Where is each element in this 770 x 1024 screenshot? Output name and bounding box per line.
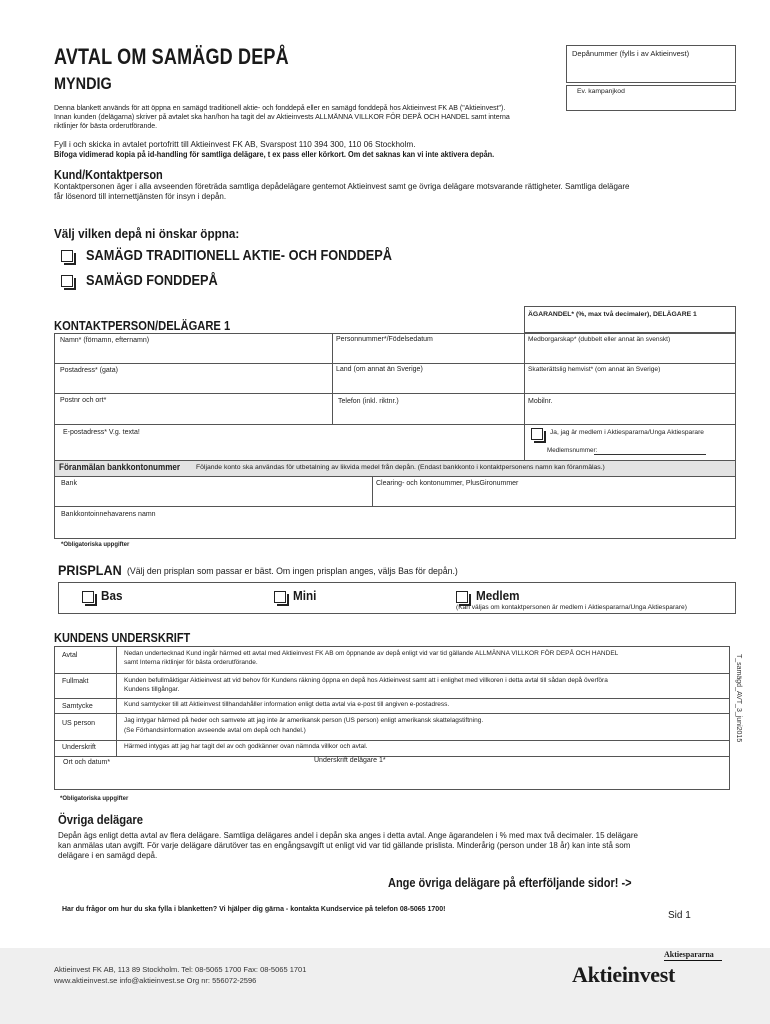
customer-heading: Kund/Kontaktperson	[54, 168, 163, 182]
row-text-us-person-2: (Se Förhandsinformation avseende avtal om depå och handel.)	[124, 727, 306, 734]
footer-address: Aktieinvest FK AB, 113 89 Stockholm. Tel: 08-5065 1700 Fax: 08-5065 1701	[54, 965, 307, 974]
others-text-1: Depån ägs enligt detta avtal av flera delägare. Samtliga delägares andel i depån ska anges i detta avtal. Ange ägarandelen i % med max två decimaler. 15 delägare	[58, 831, 638, 840]
row-text-samtycke: Kund samtycker till att Aktieinvest tillhandahåller information enligt detta avtal via e-post till angiven e-postadress.	[124, 701, 450, 708]
tax-residence-label: Skatterättslig hemvist* (om annat än Sverige)	[528, 366, 661, 373]
required-note-contact: *Obligatoriska uppgifter	[61, 542, 130, 548]
signature-field[interactable]	[306, 757, 729, 789]
bank-text: Följande konto ska användas för utbetalning av likvida medel från depån. (Endast bankkonto i kontaktpersonens namn kan föranmälas.)	[196, 464, 605, 471]
campaign-code-label: Ev. kampanjkod	[577, 88, 625, 95]
ownership-share-field[interactable]	[524, 306, 736, 333]
postcode-label: Postnr och ort*	[60, 397, 107, 404]
next-page-note: Ange övriga delägare på efterföljande sidor! ->	[388, 876, 632, 890]
place-date-field[interactable]	[55, 757, 305, 789]
customer-text-1: Kontaktpersonen äger i alla avseenden företräda samtliga depådelägare gentemot Aktieinvest samt ge övriga delägare motsvarande rättigheter. Samtliga delägare	[54, 182, 630, 191]
checkbox-medlem[interactable]	[456, 591, 468, 603]
side-form-code: T_samägd_AVT_3_juni2015	[735, 654, 742, 743]
page-subtitle: MYNDIG	[54, 74, 112, 93]
row-text-avtal-2: samt Interna riktlinjer för bästa orderutförande.	[124, 659, 258, 666]
intro-line-1: Denna blankett används för att öppna en samägd traditionell aktie- och fonddepå eller en samägd fonddepå hos Aktieinvest FK AB ("Aktieinvest").	[54, 105, 506, 112]
member-number-label: Medlemsnummer:	[547, 447, 598, 454]
others-text-2: kan anmälas utan avgift. För varje delägare därutöver tas en engångsavgift ut enligt vid var tid gällande prislista. Minderårig (person under 18 år) kan inte stå som	[58, 841, 631, 850]
name-label: Namn* (förnamn, efternamn)	[60, 337, 150, 344]
row-label-samtycke: Samtycke	[62, 703, 93, 710]
checkbox-mini[interactable]	[274, 591, 286, 603]
intro-line-3: riktlinjer för bästa orderutförande.	[54, 123, 158, 130]
signature-label: Underskrift delägare 1*	[314, 757, 386, 764]
campaign-code-field[interactable]	[566, 85, 736, 111]
customer-text-2: får lösenord till internettjänsten för insyn i depån.	[54, 192, 227, 201]
mobile-label: Mobilnr.	[528, 398, 553, 405]
send-instructions: Fyll i och skicka in avtalet portofritt till Aktieinvest FK AB, Svarspost 110 394 300, 110 06 Stockholm.	[54, 140, 416, 149]
contact-heading: KONTAKTPERSON/DELÄGARE 1	[54, 318, 231, 333]
bank-field[interactable]	[55, 477, 372, 506]
row-label-us-person: US person	[62, 720, 96, 727]
logo-small-text: Aktiespararna	[664, 950, 714, 959]
option-bas: Bas	[101, 588, 123, 603]
tax-residence-field[interactable]	[525, 364, 735, 393]
phone-field[interactable]	[333, 394, 524, 424]
name-field[interactable]	[55, 334, 332, 363]
bank-heading: Föranmälan bankkontonummer	[59, 462, 181, 472]
required-note-signature: *Obligatoriska uppgifter	[60, 796, 129, 802]
row-text-fullmakt-2: Kundens tillgångar.	[124, 686, 180, 693]
depot-number-field[interactable]	[566, 45, 736, 83]
checkbox-bas[interactable]	[82, 591, 94, 603]
medlem-note: (Kan väljas om kontaktpersonen är medlem i Aktiespararna/Unga Aktiesparare)	[456, 604, 687, 611]
pricing-subheading: (Välj den prisplan som passar er bäst. Om ingen prisplan anges, väljs Bas för depån.)	[127, 566, 458, 577]
signature-heading: KUNDENS UNDERSKRIFT	[54, 631, 191, 645]
email-label: E-postadress* V.g. texta!	[63, 429, 140, 436]
row-label-fullmakt: Fullmakt	[62, 678, 89, 685]
questions-note: Har du frågor om hur du ska fylla i blanketten? Vi hjälper dig gärna - kontakta Kundservice på telefon 08-5065 1700!	[62, 906, 446, 913]
row-text-us-person-1: Jag intygar härmed på heder och samvete att jag inte är amerikansk person (US person) enligt amerikansk skattelagstiftning.	[124, 717, 484, 724]
email-field[interactable]	[55, 425, 524, 460]
checkbox-traditional-depot[interactable]	[61, 250, 73, 262]
others-heading: Övriga delägare	[58, 813, 144, 827]
company-logo	[572, 950, 722, 994]
country-label: Land (om annat än Sverige)	[336, 366, 423, 373]
pricing-heading: PRISPLAN	[58, 562, 122, 578]
member-checkbox[interactable]	[531, 428, 543, 440]
option-traditional-depot: SAMÄGD TRADITIONELL AKTIE- OCH FONDDEPÅ	[86, 247, 392, 264]
others-text-3: delägare i en samägd depå.	[58, 851, 158, 860]
clearing-field[interactable]	[373, 477, 735, 506]
page-title: AVTAL OM SAMÄGD DEPÅ	[54, 44, 289, 69]
logo-text: Aktieinvest	[572, 962, 676, 987]
phone-label: Telefon (inkl. riktnr.)	[338, 398, 399, 405]
street-label: Postadress* (gata)	[60, 367, 118, 374]
option-mini: Mini	[293, 588, 317, 603]
row-text-fullmakt-1: Kunden befullmäktigar Aktieinvest att vid behov för Kundens räkning öppna en depå hos Aktieinvest samt att i enlighet med villkoren i detta avtal till sådan depå överföra	[124, 677, 608, 684]
row-text-underskrift: Härmed intygas att jag har tagit del av och godkänner ovan nämnda villkor och avtal.	[124, 743, 368, 750]
checkbox-fund-depot[interactable]	[61, 275, 73, 287]
member-yes-label: Ja, jag är medlem i Aktiespararna/Unga Aktiesparare	[550, 429, 704, 436]
citizenship-label: Medborgarskap* (dubbelt eller annat än svenskt)	[528, 336, 671, 343]
account-holder-field[interactable]	[55, 507, 735, 538]
bank-label: Bank	[61, 480, 77, 487]
footer-web: www.aktieinvest.se info@aktieinvest.se Org nr: 556072-2596	[54, 976, 257, 985]
option-medlem: Medlem	[476, 588, 520, 603]
personal-number-field[interactable]	[333, 334, 524, 363]
option-fund-depot: SAMÄGD FONDDEPÅ	[86, 272, 218, 289]
ownership-share-label: ÄGARANDEL* (%, max två decimaler), DELÄGARE 1	[528, 311, 697, 318]
row-label-underskrift: Underskrift	[62, 744, 96, 751]
page-number: Sid 1	[668, 910, 691, 921]
row-text-avtal-1: Nedan undertecknad Kund ingår härmed ett avtal med Aktieinvest FK AB om öppnande av depå enligt vid var tid gällande ALLMÄNNA VILLKOR FÖR DEPÅ OCH HANDEL	[124, 650, 619, 657]
place-date-label: Ort och datum*	[63, 759, 111, 766]
citizenship-field[interactable]	[525, 334, 735, 363]
mobile-field[interactable]	[525, 394, 735, 424]
postcode-field[interactable]	[55, 394, 332, 424]
personal-number-label: Personnummer*/Födelsedatum	[336, 336, 433, 343]
attach-instructions: Bifoga vidimerad kopia på id-handling för samtliga delägare, t ex pass eller körkort. Om det saknas kan vi inte aktivera depån.	[54, 150, 495, 159]
depot-choice-heading: Välj vilken depå ni önskar öppna:	[54, 226, 240, 241]
depot-number-label: Depånummer (fylls i av Aktieinvest)	[572, 49, 690, 58]
clearing-label: Clearing- och kontonummer, PlusGironummer	[376, 480, 519, 487]
intro-line-2: Innan kunden (delägarna) skriver på avtalet ska han/hon ha tagit del av Aktieinvests ALLMÄNNA VILLKOR FÖR DEPÅ OCH HANDEL samt interna	[54, 114, 510, 121]
row-label-avtal: Avtal	[62, 652, 78, 659]
street-field[interactable]	[55, 364, 332, 393]
country-field[interactable]	[333, 364, 524, 393]
account-holder-label: Bankkontoinnehavarens namn	[61, 511, 156, 518]
member-number-input[interactable]	[594, 454, 706, 455]
